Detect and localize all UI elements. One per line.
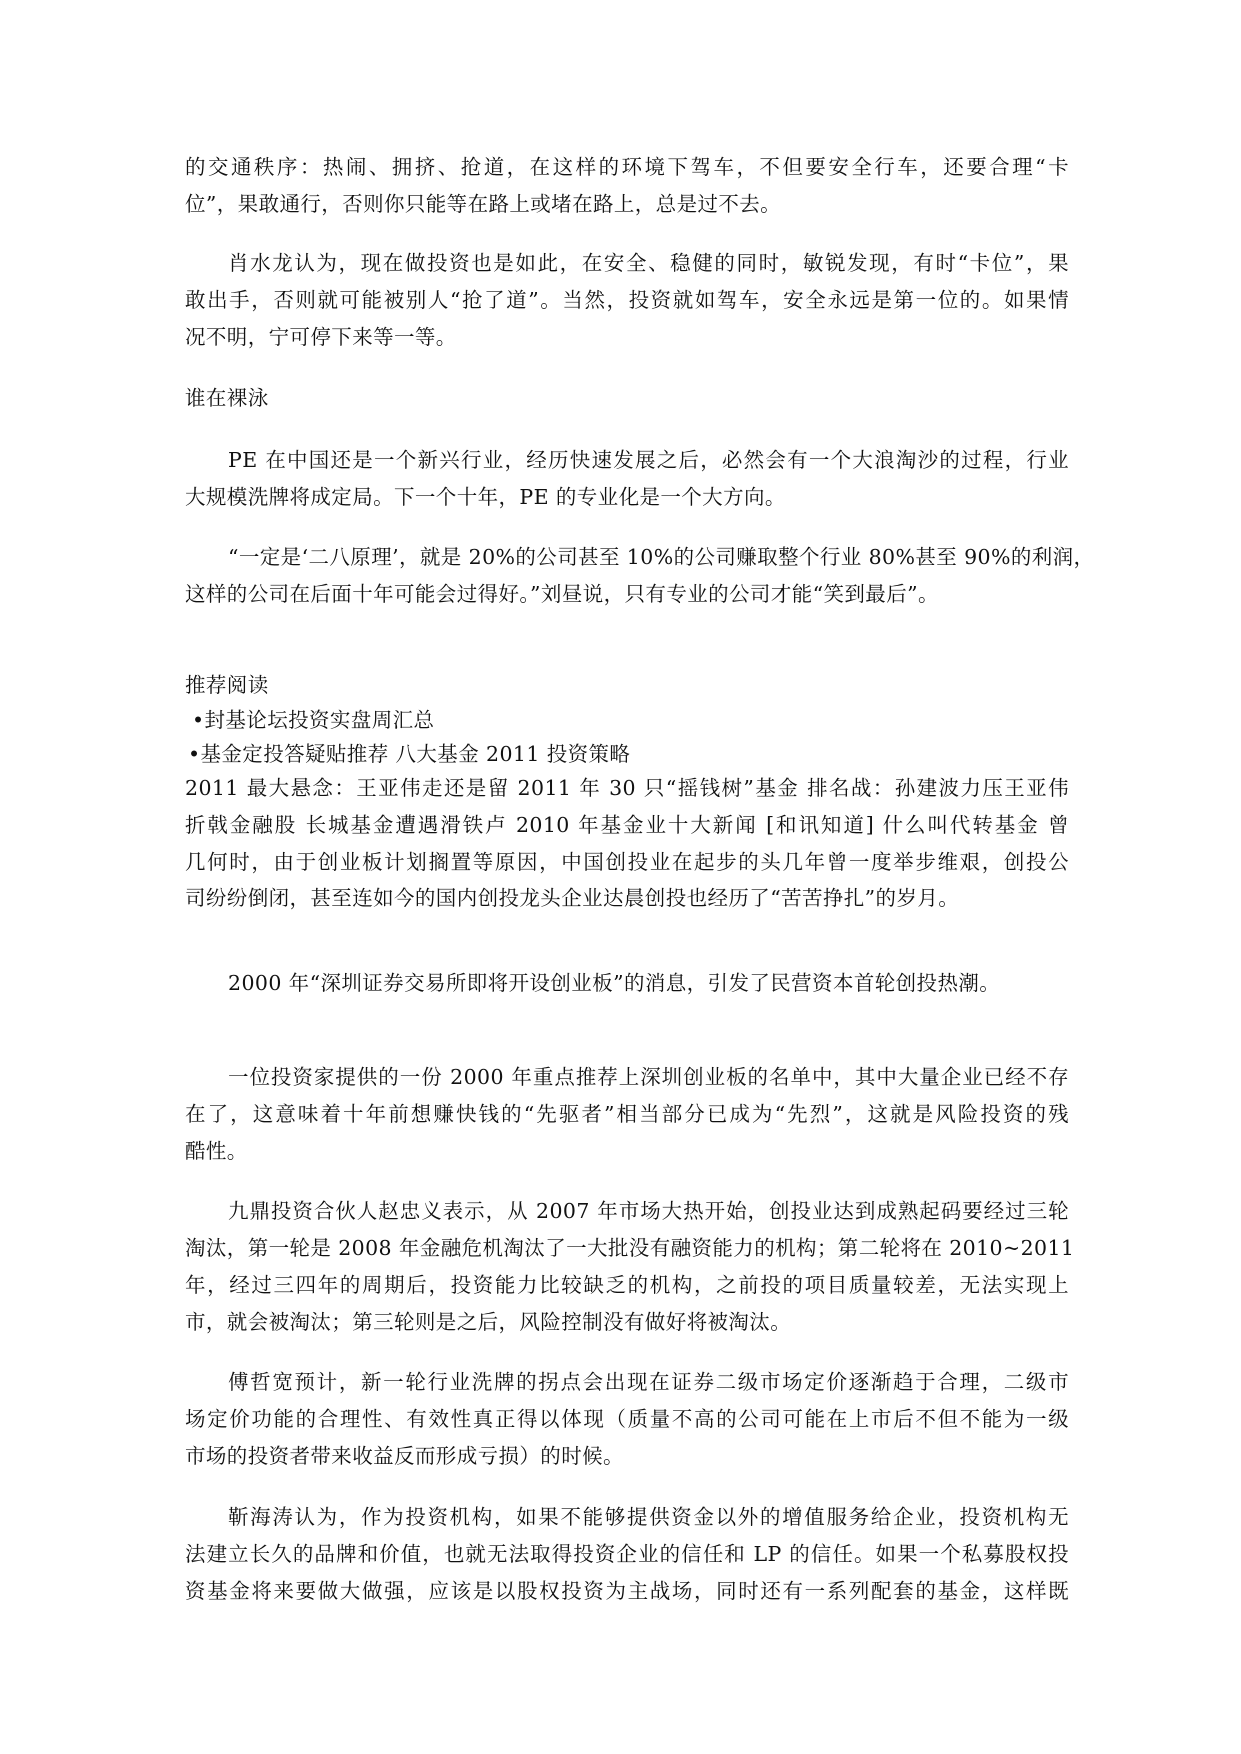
link-item[interactable]: •封基论坛投资实盘周汇总 [192, 708, 435, 732]
text-line: 傅哲宽预计，新一轮行业洗牌的拐点会出现在证券二级市场定价逐渐趋于合理，二级市 [228, 1370, 1069, 1394]
text-line: 2000 年“深圳证券交易所即将开设创业板”的消息，引发了民营资本首轮创投热潮。 [228, 971, 1001, 995]
text-line: “一定是‘二八原理’，就是 20%的公司甚至 10%的公司赚取整个行业 80%甚至 90%的利润， [228, 545, 1095, 569]
recommended-reading-heading: 推荐阅读 [185, 673, 269, 697]
text-line: 酷性。 [185, 1139, 248, 1163]
text-line: 司纷纷倒闭，甚至连如今的国内创投龙头企业达晨创投也经历了“苦苦挣扎”的岁月。 [185, 886, 960, 910]
text-line: 况不明，宁可停下来等一等。 [185, 325, 457, 349]
text-line: 资基金将来要做大做强，应该是以股权投资为主战场，同时还有一系列配套的基金，这样既 [185, 1579, 1069, 1603]
text-line: 大规模洗牌将成定局。下一个十年，PE 的专业化是一个大方向。 [185, 485, 786, 509]
text-line: 这样的公司在后面十年可能会过得好。”刘昼说，只有专业的公司才能“笑到最后”。 [185, 582, 939, 606]
text-line: 敢出手，否则就可能被别人“抢了道”。当然，投资就如驾车，安全永远是第一位的。如果情 [185, 288, 1069, 312]
text-line: 在了，这意味着十年前想赚快钱的“先驱者”相当部分已成为“先烈”，这就是风险投资的残 [185, 1102, 1069, 1126]
text-line: 位”，果敢通行，否则你只能等在路上或堵在路上，总是过不去。 [185, 192, 782, 216]
link-line[interactable]: 折戟金融股 长城基金遭遇滑铁卢 2010 年基金业十大新闻 [和讯知道] 什么叫代转基金 曾 [185, 813, 1069, 837]
link-item[interactable]: •基金定投答疑贴推荐 八大基金 2011 投资策略 [188, 742, 631, 766]
text-line: 九鼎投资合伙人赵忠义表示，从 2007 年市场大热开始，创投业达到成熟起码要经过三轮 [228, 1199, 1069, 1223]
text-line: 的交通秩序：热闹、拥挤、抢道，在这样的环境下驾车，不但要安全行车，还要合理“卡 [185, 155, 1069, 179]
text-line: 法建立长久的品牌和价值，也就无法取得投资企业的信任和 LP 的信任。如果一个私募股权投 [185, 1542, 1069, 1566]
text-line: 一位投资家提供的一份 2000 年重点推荐上深圳创业板的名单中，其中大量企业已经不存 [228, 1065, 1069, 1089]
text-line: 年，经过三四年的周期后，投资能力比较缺乏的机构，之前投的项目质量较差，无法实现上 [185, 1273, 1069, 1297]
text-line: 场定价功能的合理性、有效性真正得以体现（质量不高的公司可能在上市后不但不能为一级 [185, 1407, 1069, 1431]
text-line: 肖水龙认为，现在做投资也是如此，在安全、稳健的同时，敏锐发现，有时“卡位”，果 [228, 251, 1069, 275]
section-heading: 谁在裸泳 [185, 386, 269, 410]
text-line: 市，就会被淘汰；第三轮则是之后，风险控制没有做好将被淘汰。 [185, 1310, 792, 1334]
text-line: 淘汰，第一轮是 2008 年金融危机淘汰了一大批没有融资能力的机构；第二轮将在 2010~2011 [185, 1236, 1075, 1260]
text-line: 几何时，由于创业板计划搁置等原因，中国创投业在起步的头几年曾一度举步维艰，创投公 [185, 850, 1069, 874]
text-line: PE 在中国还是一个新兴行业，经历快速发展之后，必然会有一个大浪淘沙的过程，行业 [228, 448, 1069, 472]
text-line: 市场的投资者带来收益反而形成亏损）的时候。 [185, 1444, 624, 1468]
text-line: 靳海涛认为，作为投资机构，如果不能够提供资金以外的增值服务给企业，投资机构无 [228, 1505, 1069, 1529]
link-line[interactable]: 2011 最大悬念：王亚伟走还是留 2011 年 30 只“摇钱树”基金 排名战：孙建波力压王亚伟 [185, 776, 1069, 800]
